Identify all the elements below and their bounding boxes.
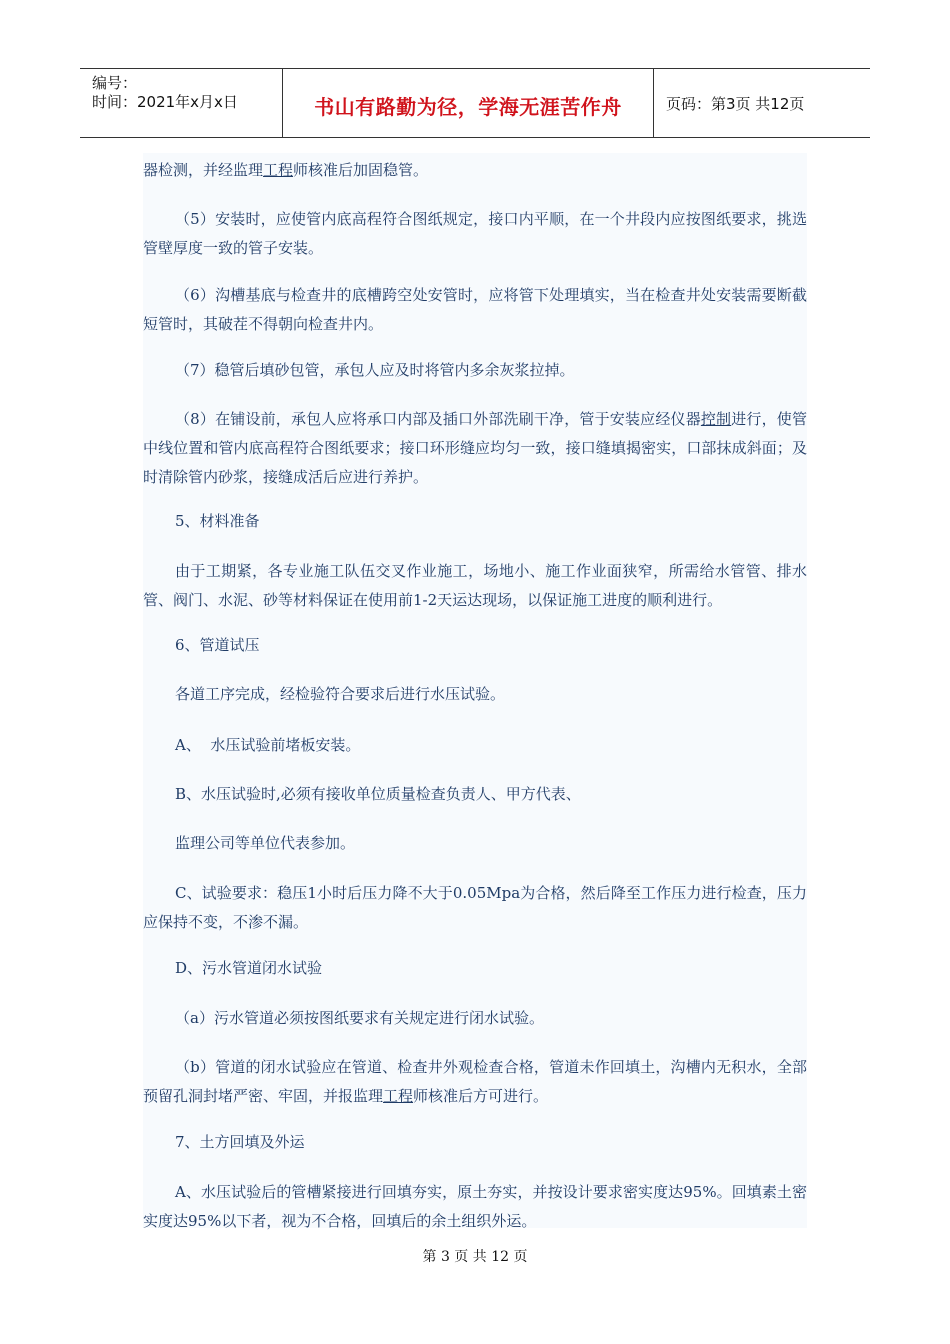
- paragraph: （7）稳管后填砂包管，承包人应及时将管内多余灰浆拉掉。: [175, 361, 575, 379]
- paragraph: （a）污水管道必须按图纸要求有关规定进行闭水试验。: [175, 1009, 544, 1027]
- header-page-info: 页码：第3页 共12页: [666, 95, 805, 113]
- document-time-label: 时间：2021年x月x日: [92, 93, 238, 111]
- header-meta-cell: [80, 69, 283, 137]
- header-motto: 书山有路勤为径，学海无涯苦作舟: [314, 95, 622, 119]
- paragraph: [143, 405, 807, 492]
- section-heading: 6、管道试压: [175, 636, 260, 654]
- paragraph: （5）安装时，应使管内底高程符合图纸规定，接口内平顺，在一个井段内应按图纸要求，挑选管壁厚度一致的管子安装。: [143, 210, 807, 257]
- text-run: 器检测，并经监理: [143, 161, 264, 179]
- page-footer: 第 3 页 共 12 页: [422, 1249, 528, 1265]
- text-run: 师核准后方可进行。: [413, 1087, 549, 1105]
- paragraph: 由于工期紧，各专业施工队伍交叉作业施工，场地小、施工作业面狭窄，所需给水管管、排水管、阀门、水泥、砂等材料保证在使用前1-2天运达现场，以保证施工进度的顺利进行。: [143, 562, 807, 609]
- document-number-label: 编号：: [92, 74, 138, 92]
- document-body: [143, 153, 807, 1228]
- paragraph: 监理公司等单位代表参加。: [175, 834, 356, 852]
- paragraph: [143, 1053, 807, 1111]
- paragraph: A、 水压试验前堵板安装。: [175, 736, 361, 754]
- text-run: （b）管道的闭水试验应在管道、检查井外观检查合格，管道未作回填土，沟槽内无积水，全部预留孔洞封堵严密、牢固，并报监理: [143, 1058, 807, 1105]
- text-run: 进行，使管中线位置和管内底高程符合图纸要求；接口环形缝应均匀一致，接口缝填揭密实，口部抹成斜面；及时清除管内砂浆，接缝成活后应进行养护。: [143, 410, 807, 486]
- section-heading: 7、土方回填及外运: [175, 1133, 305, 1151]
- paragraph: B、水压试验时,必须有接收单位质量检查负责人、甲方代表、: [175, 785, 581, 803]
- paragraph: A、水压试验后的管槽紧接进行回填夯实，原土夯实，并按设计要求密实度达95%。回填素土密实度达95%以下者，视为不合格，回填后的余土组织外运。: [143, 1183, 807, 1230]
- engineering-link[interactable]: 工程: [383, 1087, 414, 1105]
- text-run: （8）在铺设前，承包人应将承口内部及插口外部洗刷干净，管于安装应经仪器: [175, 410, 701, 428]
- text-run: 师核准后加固稳管。: [293, 161, 429, 179]
- engineering-link[interactable]: 工程: [263, 161, 294, 179]
- paragraph: （6）沟槽基底与检查井的底槽跨空处安管时，应将管下处理填实，当在检查井处安装需要断截短管时，其破茬不得朝向检查井内。: [143, 286, 807, 333]
- header-motto-cell: [283, 69, 654, 137]
- section-heading: 5、材料准备: [175, 512, 260, 530]
- section-heading: D、污水管道闭水试验: [175, 959, 323, 977]
- paragraph: [143, 156, 807, 185]
- page-header: [80, 68, 870, 138]
- paragraph: 各道工序完成，经检验符合要求后进行水压试验。: [175, 685, 506, 703]
- control-link[interactable]: 控制: [700, 410, 732, 428]
- paragraph: C、试验要求：稳压1小时后压力降不大于0.05Mpa为合格，然后降至工作压力进行检查，压力应保持不变，不渗不漏。: [143, 884, 807, 931]
- header-page-cell: [654, 69, 870, 137]
